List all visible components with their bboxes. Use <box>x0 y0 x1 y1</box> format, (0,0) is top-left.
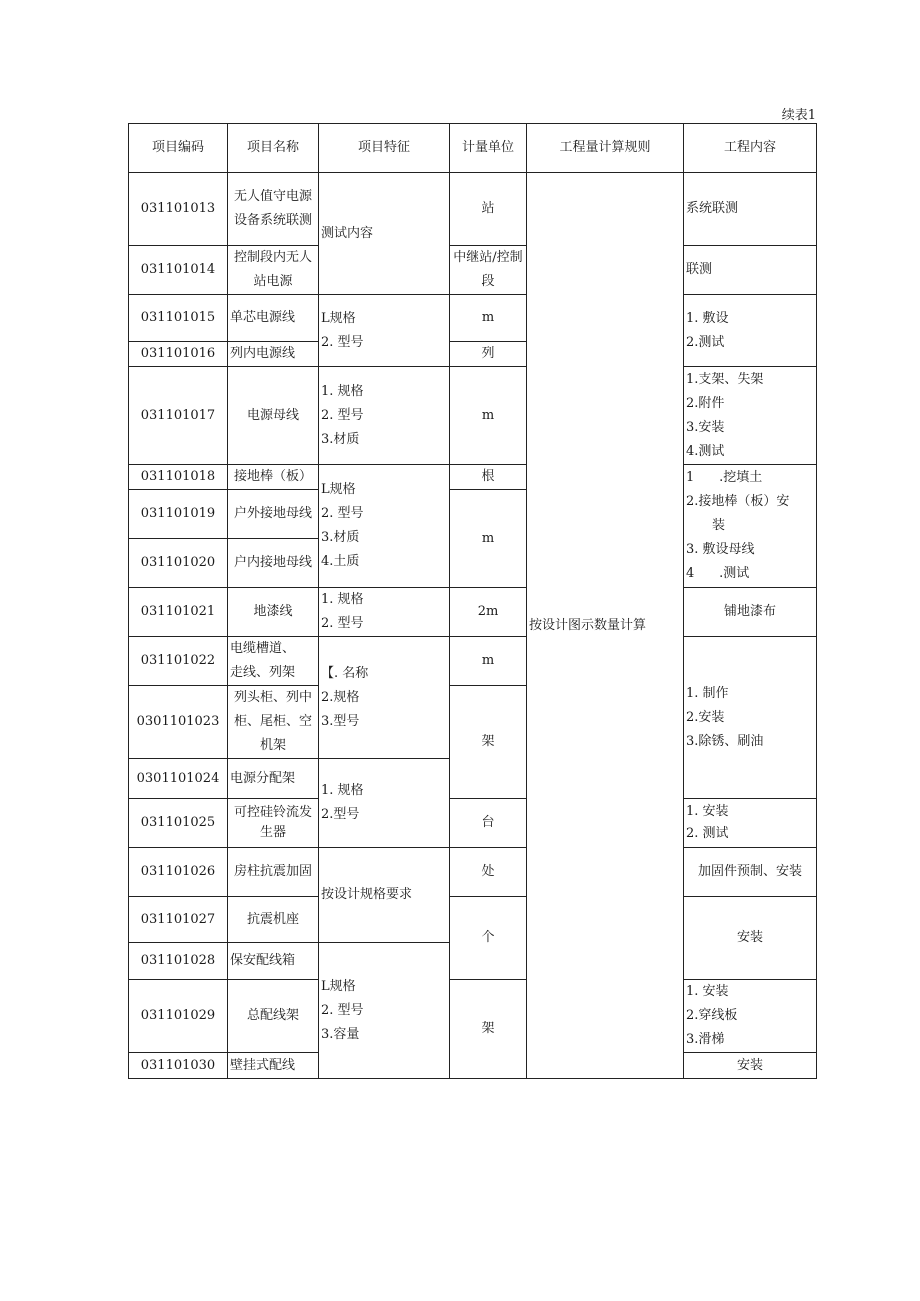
name-cell: 接地棒（板） <box>228 465 319 490</box>
continued-label: 续表1 <box>781 108 816 123</box>
header-cell: 项目编码 <box>129 124 228 173</box>
feature-line: L规格 <box>321 310 356 326</box>
name-cell: 列内电源线 <box>228 342 319 367</box>
unit-cell <box>450 246 527 295</box>
content-cell <box>684 980 817 1053</box>
feature-line: 2.型号 <box>321 807 360 822</box>
unit-cell: m <box>450 295 527 342</box>
name-cell <box>228 173 319 246</box>
feature-line: 4.土质 <box>321 554 360 569</box>
content-cell <box>684 367 817 465</box>
name-line: 列头柜、列中 <box>233 690 312 705</box>
unit-cell: 2m <box>450 588 527 637</box>
header-cell: 计量单位 <box>450 124 527 173</box>
content-cell <box>684 637 817 799</box>
content-cell <box>684 465 817 588</box>
content-line: 3.滑梯 <box>686 1032 725 1047</box>
header-cell: 工程内容 <box>684 124 817 173</box>
name-cell: 保安配线箱 <box>228 943 319 980</box>
name-line: 走线、列架 <box>230 665 296 680</box>
name-cell: 地漆线 <box>228 588 319 637</box>
unit-cell: 根 <box>450 465 527 490</box>
feature-line: 1. 规格 <box>321 783 364 798</box>
feature-cell <box>319 637 450 759</box>
feature-line: 3.容量 <box>321 1026 360 1042</box>
table-row <box>129 246 817 295</box>
feature-line: 2. 型号 <box>321 407 364 423</box>
code-cell: 031101016 <box>129 342 228 367</box>
code-cell: 031101028 <box>129 943 228 980</box>
name-cell: 抗震机座 <box>228 897 319 943</box>
name-cell: 总配线架 <box>228 980 319 1053</box>
content-line: 1. 安装 <box>686 984 729 999</box>
code-cell: 031101026 <box>129 848 228 897</box>
code-cell: 031101029 <box>129 980 228 1053</box>
content-line: 装 <box>712 518 726 533</box>
code-cell: 031101019 <box>129 490 228 539</box>
content-line: 2. 测试 <box>686 826 729 841</box>
feature-line: 3.材质 <box>321 530 360 545</box>
unit-cell: 处 <box>450 848 527 897</box>
name-cell: 壁挂式配线 <box>228 1053 319 1079</box>
unit-line: 段 <box>481 274 495 289</box>
unit-cell: 个 <box>450 897 527 980</box>
feature-cell <box>319 759 450 848</box>
feature-line: 2.规格 <box>321 689 360 705</box>
feature-cell <box>319 943 450 1079</box>
code-cell: 031101025 <box>129 799 228 848</box>
name-line: 柜、尾柜、空 <box>233 714 312 729</box>
code-cell: 031101030 <box>129 1053 228 1079</box>
feature-cell <box>319 367 450 465</box>
name-cell: 电源母线 <box>228 367 319 465</box>
table-row <box>129 980 817 1053</box>
content-cell: 安装 <box>684 897 817 980</box>
content-line: 1 .挖填土 <box>686 470 763 485</box>
code-cell: 0301101024 <box>129 759 228 799</box>
code-cell: 031101017 <box>129 367 228 465</box>
table-row <box>129 848 817 897</box>
unit-cell: m <box>450 637 527 686</box>
table-row <box>129 637 817 686</box>
table-row <box>129 367 817 465</box>
unit-cell: 列 <box>450 342 527 367</box>
unit-cell: m <box>450 490 527 588</box>
content-cell <box>684 173 817 246</box>
name-cell: 房柱抗震加固 <box>228 848 319 897</box>
name-line: 生器 <box>259 825 286 840</box>
name-line: 机架 <box>259 738 286 753</box>
content-cell <box>684 799 817 848</box>
feature-cell: 按设计规格要求 <box>319 848 450 943</box>
unit-line: 中继站/控制 <box>453 250 523 265</box>
feature-line: 【. 名称 <box>321 665 369 681</box>
header-cell: 项目名称 <box>228 124 319 173</box>
content-line: 2.接地棒（板）安 <box>686 494 790 509</box>
name-cell <box>228 686 319 759</box>
code-cell: 031101018 <box>129 465 228 490</box>
feature-line: 1. 规格 <box>321 592 364 607</box>
code-cell: 031101027 <box>129 897 228 943</box>
content-line: 2.穿线板 <box>686 1008 738 1023</box>
unit-cell: 台 <box>450 799 527 848</box>
content-line: 1. 安装 <box>686 804 729 819</box>
code-cell: 031101021 <box>129 588 228 637</box>
feature-line: 测试内容 <box>321 225 374 241</box>
feature-line: 2. 型号 <box>321 334 364 350</box>
content-cell <box>684 295 817 367</box>
quota-table <box>128 123 817 1079</box>
feature-line: 2. 型号 <box>321 1002 364 1018</box>
name-line: 可控硅铃流发 <box>233 805 312 820</box>
unit-cell <box>450 173 527 246</box>
feature-cell <box>319 295 450 367</box>
name-line: 站电源 <box>253 274 293 289</box>
content-line: 联测 <box>686 262 713 277</box>
table-row <box>129 588 817 637</box>
code-cell: 031101014 <box>129 246 228 295</box>
unit-line: 站 <box>481 201 495 216</box>
table-row <box>129 897 817 943</box>
header-row <box>129 124 817 173</box>
content-line: 4.测试 <box>686 443 725 459</box>
name-cell: 户内接地母线 <box>228 539 319 588</box>
content-line: 3.除锈、刷油 <box>686 733 764 749</box>
feature-cell <box>319 173 450 295</box>
content-cell: 铺地漆布 <box>684 588 817 637</box>
content-line: 1.支架、失架 <box>686 371 764 387</box>
name-line: 无人值守电源 <box>233 189 312 204</box>
feature-line: L规格 <box>321 482 356 497</box>
header-cell: 项目特征 <box>319 124 450 173</box>
code-cell: 031101015 <box>129 295 228 342</box>
name-cell: 户外接地母线 <box>228 490 319 539</box>
content-cell <box>684 246 817 295</box>
content-line: 4 .测试 <box>686 566 750 581</box>
name-cell <box>228 246 319 295</box>
table-row <box>129 799 817 848</box>
feature-cell <box>319 465 450 588</box>
name-cell: 电源分配架 <box>228 759 319 799</box>
table-row <box>129 465 817 490</box>
feature-line: 1. 规格 <box>321 383 364 399</box>
feature-line: 3.材质 <box>321 431 360 447</box>
content-line: 1. 敷设 <box>686 310 729 326</box>
name-line: 电缆槽道、 <box>230 641 296 656</box>
content-cell: 安装 <box>684 1053 817 1079</box>
content-line: 3. 敷设母线 <box>686 542 755 557</box>
table-row <box>129 295 817 342</box>
name-line: 设备系统联测 <box>233 213 312 228</box>
name-line: 控制段内无人 <box>233 250 312 265</box>
unit-cell: 架 <box>450 686 527 799</box>
code-cell: 0301101023 <box>129 686 228 759</box>
content-line: 3.安装 <box>686 419 725 435</box>
name-cell <box>228 637 319 686</box>
content-line: 2.安装 <box>686 709 725 725</box>
feature-cell <box>319 588 450 637</box>
content-line: 1. 制作 <box>686 685 729 701</box>
content-line: 2.测试 <box>686 334 725 350</box>
name-cell <box>228 799 319 848</box>
header-cell: 工程量计算规则 <box>527 124 684 173</box>
rule-cell: 按设计图示数量计算 <box>527 173 684 1079</box>
code-cell: 031101020 <box>129 539 228 588</box>
feature-line: L规格 <box>321 978 356 994</box>
content-line: 2.附件 <box>686 395 725 411</box>
content-line: 系统联测 <box>686 201 739 216</box>
feature-line: 3.型号 <box>321 713 360 729</box>
unit-cell: 架 <box>450 980 527 1079</box>
content-cell: 加固件预制、安装 <box>684 848 817 897</box>
code-cell: 031101013 <box>129 173 228 246</box>
unit-cell: m <box>450 367 527 465</box>
name-cell: 单芯电源线 <box>228 295 319 342</box>
feature-line: 2. 型号 <box>321 506 364 521</box>
table-row <box>129 173 817 246</box>
feature-line: 2. 型号 <box>321 616 364 631</box>
code-cell: 031101022 <box>129 637 228 686</box>
